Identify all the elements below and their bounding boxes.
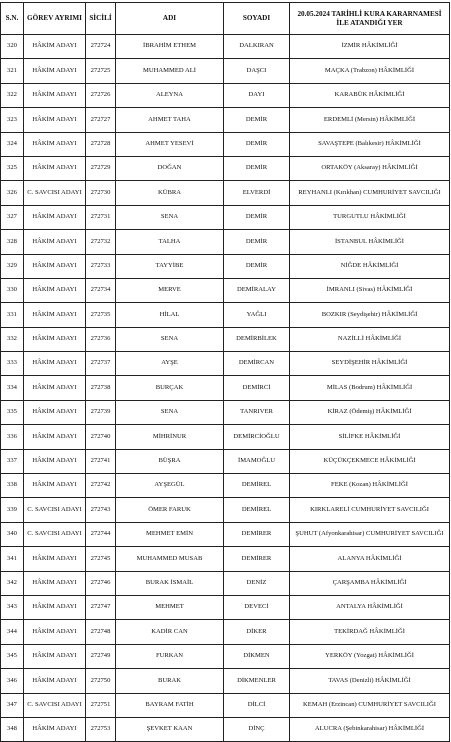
cell-adi: MEHMET EMİN (116, 522, 224, 546)
cell-atandigi-yer: TAVAS (Denizli) HÂKİMLİĞİ (290, 669, 450, 693)
cell-gorev-ayrimi: HÂKİM ADAYI (24, 644, 86, 668)
cell-atandigi-yer: SİLİFKE HÂKİMLİĞİ (290, 425, 450, 449)
header-sicili: SİCİLİ (86, 3, 116, 35)
cell-soyadi: DAYI (224, 83, 290, 107)
table-body (1, 35, 450, 742)
cell-atandigi-yer: İSTANBUL HÂKİMLİĞİ (290, 230, 450, 254)
cell-sn: 328 (1, 230, 24, 254)
cell-soyadi: DEMİR (224, 230, 290, 254)
cell-soyadi: DAŞCI (224, 59, 290, 83)
cell-sn: 330 (1, 278, 24, 302)
cell-sn: 329 (1, 254, 24, 278)
cell-gorev-ayrimi: HÂKİM ADAYI (24, 132, 86, 156)
header-soyadi: SOYADI (224, 3, 290, 35)
cell-soyadi: DENİZ (224, 571, 290, 595)
cell-gorev-ayrimi: HÂKİM ADAYI (24, 254, 86, 278)
cell-atandigi-yer: ALANYA HÂKİMLİĞİ (290, 547, 450, 571)
cell-adi: AYŞEGÜL (116, 474, 224, 498)
cell-adi: İBRAHİM ETHEM (116, 35, 224, 59)
cell-sn: 332 (1, 327, 24, 351)
cell-sn: 321 (1, 59, 24, 83)
cell-soyadi: DEMİRCİ (224, 376, 290, 400)
cell-atandigi-yer: YERKÖY (Yozgat) HÂKİMLİĞİ (290, 644, 450, 668)
cell-gorev-ayrimi: HÂKİM ADAYI (24, 620, 86, 644)
cell-sn: 340 (1, 522, 24, 546)
cell-atandigi-yer: ALUCRA (Şebinkarahisar) HÂKİMLİĞİ (290, 717, 450, 741)
header-adi: ADI (116, 3, 224, 35)
table-row (1, 474, 450, 498)
cell-sicili: 272730 (86, 181, 116, 205)
cell-soyadi: DEMİRER (224, 547, 290, 571)
cell-soyadi: DEMİR (224, 156, 290, 180)
cell-gorev-ayrimi: HÂKİM ADAYI (24, 156, 86, 180)
cell-sicili: 272745 (86, 547, 116, 571)
cell-sn: 320 (1, 35, 24, 59)
cell-atandigi-yer: NİĞDE HÂKİMLİĞİ (290, 254, 450, 278)
cell-sicili: 272735 (86, 303, 116, 327)
cell-gorev-ayrimi: HÂKİM ADAYI (24, 547, 86, 571)
cell-adi: TAYYİBE (116, 254, 224, 278)
cell-sicili: 272747 (86, 595, 116, 619)
cell-sicili: 272743 (86, 498, 116, 522)
cell-sicili: 272753 (86, 717, 116, 741)
table-row (1, 376, 450, 400)
cell-atandigi-yer: NAZİLLİ HÂKİMLİĞİ (290, 327, 450, 351)
cell-soyadi: DİKMENLER (224, 669, 290, 693)
cell-gorev-ayrimi: HÂKİM ADAYI (24, 83, 86, 107)
cell-sicili: 272733 (86, 254, 116, 278)
cell-atandigi-yer: SEYDİŞEHİR HÂKİMLİĞİ (290, 352, 450, 376)
cell-atandigi-yer: İZMİR HÂKİMLİĞİ (290, 35, 450, 59)
cell-soyadi: DEMİR (224, 254, 290, 278)
cell-gorev-ayrimi: HÂKİM ADAYI (24, 327, 86, 351)
cell-soyadi: DEMİRCAN (224, 352, 290, 376)
cell-atandigi-yer: REYHANLI (Kırıkhan) CUMHURİYET SAVCILIĞI (290, 181, 450, 205)
cell-sicili: 272726 (86, 83, 116, 107)
cell-sicili: 272724 (86, 35, 116, 59)
cell-adi: KÜBRA (116, 181, 224, 205)
cell-sicili: 272738 (86, 376, 116, 400)
table-row (1, 59, 450, 83)
cell-soyadi: YAĞLI (224, 303, 290, 327)
cell-adi: BURAK İSMAİL (116, 571, 224, 595)
cell-sn: 322 (1, 83, 24, 107)
cell-atandigi-yer: FEKE (Kozan) HÂKİMLİĞİ (290, 474, 450, 498)
table-row (1, 303, 450, 327)
cell-sicili: 272749 (86, 644, 116, 668)
header-sn: S.N. (1, 3, 24, 35)
table-row (1, 352, 450, 376)
cell-adi: FURKAN (116, 644, 224, 668)
cell-sn: 347 (1, 693, 24, 717)
cell-atandigi-yer: KİRAZ (Ödemiş) HÂKİMLİĞİ (290, 400, 450, 424)
table-row (1, 230, 450, 254)
table-row (1, 425, 450, 449)
cell-atandigi-yer: ANTALYA HÂKİMLİĞİ (290, 595, 450, 619)
cell-gorev-ayrimi: HÂKİM ADAYI (24, 59, 86, 83)
cell-sicili: 272725 (86, 59, 116, 83)
table-row (1, 205, 450, 229)
cell-sn: 342 (1, 571, 24, 595)
cell-sn: 343 (1, 595, 24, 619)
cell-gorev-ayrimi: C. SAVCISI ADAYI (24, 181, 86, 205)
cell-gorev-ayrimi: HÂKİM ADAYI (24, 108, 86, 132)
cell-gorev-ayrimi: HÂKİM ADAYI (24, 717, 86, 741)
table-row (1, 595, 450, 619)
cell-soyadi: DİNÇ (224, 717, 290, 741)
cell-adi: AHMET TAHA (116, 108, 224, 132)
table-row (1, 717, 450, 741)
cell-atandigi-yer: İMRANLI (Sivas) HÂKİMLİĞİ (290, 278, 450, 302)
cell-sn: 337 (1, 449, 24, 473)
cell-soyadi: DEMİRBİLEK (224, 327, 290, 351)
cell-sn: 338 (1, 474, 24, 498)
cell-adi: BURAK (116, 669, 224, 693)
cell-atandigi-yer: MAÇKA (Trabzon) HÂKİMLİĞİ (290, 59, 450, 83)
cell-gorev-ayrimi: HÂKİM ADAYI (24, 425, 86, 449)
cell-atandigi-yer: TEKİRDAĞ HÂKİMLİĞİ (290, 620, 450, 644)
header-atandigi-yer: 20.05.2024 TARİHLİ KURA KARARNAMESİ İLE ATANDIĞI YER (290, 3, 450, 35)
cell-sicili: 272727 (86, 108, 116, 132)
table-row (1, 156, 450, 180)
cell-atandigi-yer: KÜÇÜKÇEKMECE HÂKİMLİĞİ (290, 449, 450, 473)
cell-atandigi-yer: KEMAH (Erzincan) CUMHURİYET SAVCILIĞI (290, 693, 450, 717)
table-row (1, 571, 450, 595)
cell-sicili: 272742 (86, 474, 116, 498)
table-row (1, 254, 450, 278)
table-row (1, 108, 450, 132)
cell-soyadi: DEMİR (224, 132, 290, 156)
table-row (1, 83, 450, 107)
cell-adi: ŞEVKET KAAN (116, 717, 224, 741)
cell-soyadi: DEMİR (224, 108, 290, 132)
cell-adi: BURÇAK (116, 376, 224, 400)
cell-atandigi-yer: ORTAKÖY (Aksaray) HÂKİMLİĞİ (290, 156, 450, 180)
cell-adi: TALHA (116, 230, 224, 254)
cell-adi: SENA (116, 327, 224, 351)
cell-atandigi-yer: BOZKIR (Seydişehir) HÂKİMLİĞİ (290, 303, 450, 327)
cell-gorev-ayrimi: C. SAVCISI ADAYI (24, 522, 86, 546)
cell-sn: 339 (1, 498, 24, 522)
cell-gorev-ayrimi: HÂKİM ADAYI (24, 595, 86, 619)
table-header (1, 3, 450, 35)
cell-adi: BAYRAM FATİH (116, 693, 224, 717)
cell-soyadi: DALKIRAN (224, 35, 290, 59)
cell-sn: 326 (1, 181, 24, 205)
cell-sicili: 272732 (86, 230, 116, 254)
cell-sicili: 272736 (86, 327, 116, 351)
cell-sn: 327 (1, 205, 24, 229)
cell-sicili: 272739 (86, 400, 116, 424)
cell-adi: MEHMET (116, 595, 224, 619)
cell-sicili: 272731 (86, 205, 116, 229)
cell-soyadi: TANRIVER (224, 400, 290, 424)
cell-adi: SENA (116, 205, 224, 229)
cell-adi: DOĞAN (116, 156, 224, 180)
cell-sicili: 272741 (86, 449, 116, 473)
cell-soyadi: DEMİRCİOĞLU (224, 425, 290, 449)
header-gorev-ayrimi: GÖREV AYRIMI (24, 3, 86, 35)
table-row (1, 278, 450, 302)
cell-sicili: 272737 (86, 352, 116, 376)
table-row (1, 669, 450, 693)
cell-sn: 331 (1, 303, 24, 327)
cell-sn: 346 (1, 669, 24, 693)
cell-gorev-ayrimi: HÂKİM ADAYI (24, 449, 86, 473)
cell-sn: 324 (1, 132, 24, 156)
cell-gorev-ayrimi: HÂKİM ADAYI (24, 571, 86, 595)
table-row (1, 400, 450, 424)
cell-atandigi-yer: KARABÜK HÂKİMLİĞİ (290, 83, 450, 107)
cell-sn: 336 (1, 425, 24, 449)
cell-gorev-ayrimi: HÂKİM ADAYI (24, 400, 86, 424)
cell-sicili: 272750 (86, 669, 116, 693)
cell-atandigi-yer: SAVAŞTEPE (Balıkesir) HÂKİMLİĞİ (290, 132, 450, 156)
cell-sn: 344 (1, 620, 24, 644)
header-row (1, 3, 450, 35)
assignment-table (0, 2, 450, 742)
table-row (1, 132, 450, 156)
cell-soyadi: DEMİREL (224, 498, 290, 522)
cell-atandigi-yer: TURGUTLU HÂKİMLİĞİ (290, 205, 450, 229)
cell-sicili: 272729 (86, 156, 116, 180)
table-row (1, 620, 450, 644)
cell-sn: 334 (1, 376, 24, 400)
cell-sicili: 272744 (86, 522, 116, 546)
cell-sicili: 272746 (86, 571, 116, 595)
cell-adi: HİLAL (116, 303, 224, 327)
table-row (1, 644, 450, 668)
table-row (1, 35, 450, 59)
table-row (1, 449, 450, 473)
cell-gorev-ayrimi: HÂKİM ADAYI (24, 35, 86, 59)
cell-sicili: 272740 (86, 425, 116, 449)
cell-gorev-ayrimi: HÂKİM ADAYI (24, 669, 86, 693)
cell-adi: AYŞE (116, 352, 224, 376)
cell-adi: ÖMER FARUK (116, 498, 224, 522)
cell-gorev-ayrimi: HÂKİM ADAYI (24, 352, 86, 376)
cell-sicili: 272751 (86, 693, 116, 717)
cell-sn: 333 (1, 352, 24, 376)
table-row (1, 498, 450, 522)
cell-soyadi: DİKMEN (224, 644, 290, 668)
cell-soyadi: İMAMOĞLU (224, 449, 290, 473)
cell-adi: MUHAMMED ALİ (116, 59, 224, 83)
cell-gorev-ayrimi: HÂKİM ADAYI (24, 230, 86, 254)
cell-sn: 325 (1, 156, 24, 180)
cell-atandigi-yer: ŞUHUT (Afyonkarahisar) CUMHURİYET SAVCILIĞI (290, 522, 450, 546)
cell-adi: KADİR CAN (116, 620, 224, 644)
cell-sn: 345 (1, 644, 24, 668)
cell-soyadi: DEMİRALAY (224, 278, 290, 302)
cell-gorev-ayrimi: HÂKİM ADAYI (24, 278, 86, 302)
cell-atandigi-yer: MİLAS (Bodrum) HÂKİMLİĞİ (290, 376, 450, 400)
cell-sn: 323 (1, 108, 24, 132)
cell-atandigi-yer: ÇARŞAMBA HÂKİMLİĞİ (290, 571, 450, 595)
cell-adi: ALEYNA (116, 83, 224, 107)
cell-adi: MİHRİNUR (116, 425, 224, 449)
cell-adi: SENA (116, 400, 224, 424)
cell-soyadi: DEMİR (224, 205, 290, 229)
cell-gorev-ayrimi: C. SAVCISI ADAYI (24, 498, 86, 522)
table-row (1, 327, 450, 351)
cell-adi: BÜŞRA (116, 449, 224, 473)
table-row (1, 693, 450, 717)
cell-sn: 335 (1, 400, 24, 424)
cell-soyadi: DİLCİ (224, 693, 290, 717)
cell-gorev-ayrimi: HÂKİM ADAYI (24, 205, 86, 229)
table-row (1, 522, 450, 546)
cell-gorev-ayrimi: HÂKİM ADAYI (24, 474, 86, 498)
cell-sn: 341 (1, 547, 24, 571)
cell-sicili: 272728 (86, 132, 116, 156)
table-row (1, 547, 450, 571)
table-row (1, 181, 450, 205)
cell-sicili: 272734 (86, 278, 116, 302)
cell-sn: 348 (1, 717, 24, 741)
cell-sicili: 272748 (86, 620, 116, 644)
cell-adi: MUHAMMED MUSAB (116, 547, 224, 571)
cell-soyadi: DEVECİ (224, 595, 290, 619)
cell-soyadi: ELVERDİ (224, 181, 290, 205)
cell-atandigi-yer: KIRKLARELİ CUMHURİYET SAVCILIĞI (290, 498, 450, 522)
cell-gorev-ayrimi: HÂKİM ADAYI (24, 303, 86, 327)
cell-atandigi-yer: ERDEMLİ (Mersin) HÂKİMLİĞİ (290, 108, 450, 132)
cell-adi: MERVE (116, 278, 224, 302)
cell-adi: AHMET YESEVİ (116, 132, 224, 156)
cell-soyadi: DEMİREL (224, 474, 290, 498)
cell-gorev-ayrimi: HÂKİM ADAYI (24, 376, 86, 400)
cell-gorev-ayrimi: C. SAVCISI ADAYI (24, 693, 86, 717)
cell-soyadi: DEMİRER (224, 522, 290, 546)
cell-soyadi: DİKER (224, 620, 290, 644)
